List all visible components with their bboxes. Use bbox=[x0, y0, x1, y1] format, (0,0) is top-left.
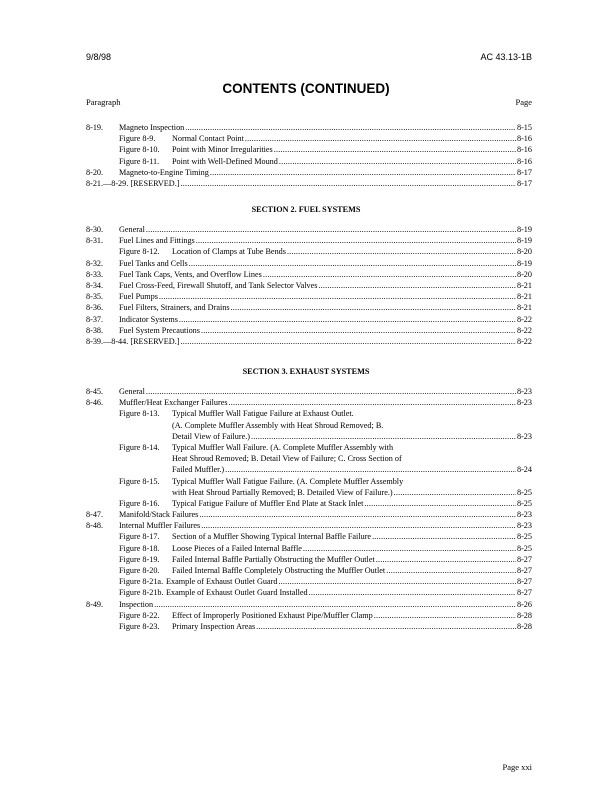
entry-label: Normal Contact Point bbox=[172, 134, 244, 144]
toc-entry-text bbox=[119, 520, 532, 531]
toc-entry-text bbox=[119, 599, 532, 610]
toc-block-fuel-systems bbox=[86, 224, 532, 347]
paragraph-number: 8-46. bbox=[86, 398, 104, 408]
toc-entry bbox=[86, 386, 532, 397]
entry-page: 8-15 bbox=[516, 123, 532, 132]
toc-entry-text bbox=[172, 531, 532, 542]
toc-figure-entry bbox=[86, 543, 532, 554]
dot-leader bbox=[371, 531, 516, 542]
toc-figure-entry bbox=[86, 554, 532, 565]
toc-entry-line bbox=[86, 487, 532, 498]
toc-entry bbox=[86, 280, 532, 291]
entry-label: General bbox=[119, 387, 145, 396]
toc-entry-text bbox=[119, 269, 532, 280]
toc-entry bbox=[86, 520, 532, 531]
toc-entry-text bbox=[119, 325, 532, 336]
entry-page: 8-25 bbox=[516, 498, 532, 508]
dot-leader bbox=[393, 487, 516, 498]
entry-page: 8-17 bbox=[516, 178, 532, 188]
entry-label: Manifold/Stack Failures bbox=[119, 510, 199, 520]
entry-label: Fuel Filters, Strainers, and Drains bbox=[119, 303, 230, 313]
entry-label: Inspection bbox=[119, 599, 154, 609]
toc-entry bbox=[86, 224, 532, 235]
toc-figure-entry bbox=[86, 531, 532, 542]
toc-figure-entry bbox=[86, 565, 532, 576]
paragraph-number: 8-32. bbox=[86, 258, 104, 268]
entry-page: 8-24 bbox=[516, 465, 532, 475]
paragraph-number: 8-49. bbox=[86, 599, 104, 609]
dot-leader bbox=[184, 122, 516, 133]
column-header-page: Page bbox=[515, 97, 532, 107]
toc-entry-text bbox=[172, 554, 532, 565]
entry-label: Fuel Pumps bbox=[119, 292, 158, 302]
entry-page: 8-26 bbox=[516, 599, 532, 609]
toc-entry bbox=[86, 509, 532, 520]
entry-label: Fuel Tank Caps, Vents, and Overflow Lines bbox=[119, 269, 262, 279]
toc-figure-entry bbox=[86, 133, 532, 144]
dot-leader bbox=[286, 246, 516, 257]
toc-entry-text bbox=[172, 156, 532, 167]
toc-entry-text bbox=[172, 246, 532, 257]
entry-page: 8-21 bbox=[516, 292, 532, 302]
dot-leader bbox=[363, 498, 516, 509]
entry-label: Location of Clamps at Tube Bends bbox=[172, 247, 286, 257]
toc-entry-text bbox=[119, 302, 532, 313]
figure-number: Figure 8-22. bbox=[119, 610, 160, 620]
toc-entry-text bbox=[119, 122, 532, 133]
toc-entry bbox=[86, 269, 532, 280]
entry-label: 8-39.—8-44. [RESERVED.] bbox=[86, 336, 180, 346]
entry-label: Typical Muffler Wall Fatigue Failure. (A. Complete Muffler Assembly bbox=[172, 476, 404, 486]
column-header-paragraph: Paragraph bbox=[86, 97, 121, 107]
paragraph-number: 8-37. bbox=[86, 314, 104, 324]
toc-figure-entry bbox=[86, 246, 532, 257]
toc-figure-entry bbox=[86, 144, 532, 155]
entry-page: 8-23 bbox=[516, 510, 532, 520]
dot-leader bbox=[145, 386, 516, 397]
dot-leader bbox=[262, 269, 516, 280]
entry-page: 8-16 bbox=[516, 134, 532, 144]
figure-number: Figure 8-15. bbox=[119, 476, 160, 486]
dot-leader bbox=[278, 156, 516, 167]
paragraph-number: 8-47. bbox=[86, 510, 104, 520]
entry-page: 8-28 bbox=[516, 621, 532, 631]
entry-page: 8-19 bbox=[516, 236, 532, 246]
toc-entry-line bbox=[86, 420, 532, 431]
toc-entry bbox=[86, 336, 532, 347]
dot-leader bbox=[158, 291, 516, 302]
toc-entry-text bbox=[172, 498, 532, 509]
entry-label: 8-21.—8-29. [RESERVED.] bbox=[86, 178, 180, 188]
entry-page: 8-22 bbox=[516, 314, 532, 324]
entry-label: Typical Muffler Wall Fatigue Failure at Exhaust Outlet. bbox=[172, 409, 354, 419]
entry-label: Indicator Systems bbox=[119, 314, 178, 324]
entry-page: 8-27 bbox=[516, 588, 532, 598]
dot-leader bbox=[145, 224, 516, 235]
entry-label: Failed Internal Baffle Completely Obstructing the Muffler Outlet bbox=[172, 566, 386, 575]
toc-entry-text bbox=[119, 509, 532, 520]
dot-leader bbox=[188, 258, 516, 269]
header-doc-id: AC 43.13-1B bbox=[480, 52, 532, 62]
figure-number: Figure 8-11. bbox=[119, 156, 160, 166]
entry-page: 8-19 bbox=[516, 225, 532, 234]
entry-page: 8-23 bbox=[516, 398, 532, 408]
entry-label: Detail View of Failure.) bbox=[172, 431, 251, 441]
entry-label: Section of a Muffler Showing Typical Internal Baffle Failure bbox=[172, 532, 372, 542]
toc-entry-line bbox=[86, 442, 532, 453]
toc-entry-text bbox=[166, 587, 532, 598]
entry-label: (A. Complete Muffler Assembly with Heat Shroud Removed; B. bbox=[172, 420, 384, 430]
entry-label: Heat Shroud Removed; B. Detail View of Failure; C. Cross Section of bbox=[172, 454, 402, 464]
figure-number: Figure 8-12. bbox=[119, 247, 160, 257]
entry-label: Primary Inspection Areas bbox=[172, 621, 256, 631]
figure-number: Figure 8-10. bbox=[119, 145, 160, 155]
toc-entry bbox=[86, 325, 532, 336]
toc-entry-line bbox=[86, 431, 532, 442]
section-heading-exhaust-systems: SECTION 3. EXHAUST SYSTEMS bbox=[242, 367, 370, 376]
entry-page: 8-23 bbox=[516, 431, 532, 441]
paragraph-number: 8-31. bbox=[86, 236, 104, 246]
toc-entry-line bbox=[86, 476, 532, 487]
dot-leader bbox=[250, 431, 516, 442]
toc-entry-text bbox=[119, 386, 532, 397]
page-number: Page xxi bbox=[502, 762, 532, 772]
paragraph-number: 8-48. bbox=[86, 521, 104, 531]
entry-page: 8-25 bbox=[516, 543, 532, 553]
entry-page: 8-21 bbox=[516, 303, 532, 313]
header-date: 9/8/98 bbox=[86, 52, 112, 62]
toc-entry-text bbox=[166, 576, 532, 587]
entry-label: Typical Fatigue Failure of Muffler End Plate at Stack Inlet bbox=[172, 498, 364, 508]
dot-leader bbox=[195, 235, 516, 246]
toc-figure-entry bbox=[86, 156, 532, 167]
toc-figure-entry bbox=[86, 587, 532, 598]
dot-leader bbox=[244, 133, 516, 144]
entry-page: 8-27 bbox=[516, 566, 532, 575]
dot-leader bbox=[230, 302, 516, 313]
entry-label: Typical Muffler Wall Failure. (A. Complete Muffler Assembly with bbox=[172, 442, 394, 452]
entry-page: 8-27 bbox=[516, 554, 532, 564]
toc-entry bbox=[86, 599, 532, 610]
dot-leader bbox=[317, 280, 516, 291]
dot-leader bbox=[277, 576, 516, 587]
paragraph-number: 8-19. bbox=[86, 123, 104, 132]
dot-leader bbox=[153, 599, 516, 610]
entry-label: Internal Muffler Failures bbox=[119, 521, 201, 531]
entry-page: 8-16 bbox=[516, 145, 532, 155]
dot-leader bbox=[224, 464, 516, 475]
figure-number: Figure 8-23. bbox=[119, 621, 160, 631]
toc-entry-line bbox=[86, 464, 532, 475]
toc-entry bbox=[86, 314, 532, 325]
entry-page: 8-25 bbox=[516, 487, 532, 497]
figure-number: Figure 8-14. bbox=[119, 442, 160, 452]
dot-leader bbox=[180, 178, 516, 189]
toc-block-ignition bbox=[86, 122, 532, 189]
entry-label: General bbox=[119, 225, 145, 234]
toc-entry-text bbox=[119, 280, 532, 291]
figure-number: Figure 8-16. bbox=[119, 498, 160, 508]
figure-number: Figure 8-18. bbox=[119, 543, 160, 553]
dot-leader bbox=[178, 314, 516, 325]
dot-leader bbox=[273, 144, 516, 155]
entry-page: 8-23 bbox=[516, 387, 532, 396]
entry-page: 8-20 bbox=[516, 269, 532, 279]
entry-page: 8-21 bbox=[516, 280, 532, 290]
toc-entry-text bbox=[172, 565, 532, 576]
paragraph-number: 8-30. bbox=[86, 225, 104, 234]
dot-leader bbox=[180, 336, 516, 347]
dot-leader bbox=[255, 621, 516, 632]
entry-label: Magneto-to-Engine Timing bbox=[119, 167, 209, 177]
entry-page: 8-19 bbox=[516, 258, 532, 268]
paragraph-number: 8-45. bbox=[86, 387, 104, 396]
entry-page: 8-16 bbox=[516, 156, 532, 166]
entry-label: Fuel Lines and Fittings bbox=[119, 236, 195, 246]
entry-label: Muffler/Heat Exchanger Failures bbox=[119, 398, 228, 408]
entry-page: 8-28 bbox=[516, 610, 532, 620]
entry-label: Magneto Inspection bbox=[119, 123, 185, 132]
toc-entry bbox=[86, 122, 532, 133]
entry-label: Failed Muffler.) bbox=[172, 465, 225, 475]
toc-entry bbox=[86, 397, 532, 408]
entry-label: Fuel System Precautions bbox=[119, 325, 200, 335]
dot-leader bbox=[302, 543, 516, 554]
entry-page: 8-22 bbox=[516, 325, 532, 335]
toc-entry-text bbox=[172, 464, 532, 475]
dot-leader bbox=[385, 565, 516, 576]
entry-label: Fuel Tanks and Cells bbox=[119, 258, 188, 268]
toc-entry-text bbox=[172, 133, 532, 144]
page-title: CONTENTS (CONTINUED) bbox=[222, 81, 390, 96]
toc-entry-text bbox=[119, 258, 532, 269]
toc-figure-entry bbox=[86, 610, 532, 621]
toc-entry bbox=[86, 258, 532, 269]
toc-entry-text bbox=[119, 235, 532, 246]
toc-figure-entry bbox=[86, 621, 532, 632]
dot-leader bbox=[198, 509, 516, 520]
toc-entry-line bbox=[86, 408, 532, 419]
entry-label: Loose Pieces of a Failed Internal Baffle bbox=[172, 543, 302, 553]
paragraph-number: 8-33. bbox=[86, 269, 104, 279]
toc-entry-text bbox=[172, 144, 532, 155]
paragraph-number: 8-38. bbox=[86, 325, 104, 335]
entry-label: Effect of Improperly Positioned Exhaust Pipe/Muffler Clamp bbox=[172, 610, 373, 620]
toc-figure-entry bbox=[86, 498, 532, 509]
toc-entry-text bbox=[119, 167, 532, 178]
toc-entry bbox=[86, 178, 532, 189]
dot-leader bbox=[200, 325, 516, 336]
entry-label: Fuel Cross-Feed, Firewall Shutoff, and Tank Selector Valves bbox=[119, 280, 318, 290]
toc-entry-text bbox=[86, 336, 532, 347]
toc-figure-entry bbox=[86, 576, 532, 587]
toc-entry-text bbox=[172, 431, 532, 442]
toc-entry-text bbox=[119, 224, 532, 235]
figure-number: Figure 8-13. bbox=[119, 409, 160, 419]
entry-page: 8-27 bbox=[516, 577, 532, 587]
entry-page: 8-22 bbox=[516, 336, 532, 346]
toc-entry bbox=[86, 235, 532, 246]
figure-number: Figure 8-17. bbox=[119, 532, 160, 542]
dot-leader bbox=[308, 587, 516, 598]
toc-entry-text bbox=[172, 543, 532, 554]
figure-number: Figure 8-21a. bbox=[119, 577, 164, 587]
dot-leader bbox=[209, 167, 516, 178]
entry-label: Failed Internal Baffle Partially Obstructing the Muffler Outlet bbox=[172, 554, 375, 564]
entry-label: with Heat Shroud Partially Removed; B. Detailed View of Failure.) bbox=[172, 487, 393, 497]
entry-label: Point with Minor Irregularities bbox=[172, 145, 273, 155]
figure-number: Figure 8-21b. bbox=[119, 588, 164, 598]
toc-entry-text bbox=[119, 291, 532, 302]
toc-entry bbox=[86, 302, 532, 313]
dot-leader bbox=[375, 554, 516, 565]
dot-leader bbox=[373, 610, 516, 621]
entry-label: Point with Well-Defined Mound bbox=[172, 156, 278, 166]
entry-label: Example of Exhaust Outlet Guard bbox=[166, 577, 278, 587]
entry-page: 8-25 bbox=[516, 532, 532, 542]
dot-leader bbox=[228, 397, 516, 408]
figure-number: Figure 8-9. bbox=[119, 134, 156, 144]
toc-entry-text bbox=[119, 314, 532, 325]
figure-number: Figure 8-19. bbox=[119, 554, 160, 564]
toc-entry-text bbox=[86, 178, 532, 189]
toc-entry-text bbox=[172, 610, 532, 621]
toc-entry-text bbox=[172, 621, 532, 632]
figure-number: Figure 8-20. bbox=[119, 566, 160, 575]
toc-entry bbox=[86, 167, 532, 178]
paragraph-number: 8-20. bbox=[86, 167, 104, 177]
paragraph-number: 8-36. bbox=[86, 303, 104, 313]
paragraph-number: 8-34. bbox=[86, 280, 104, 290]
toc-entry-text bbox=[172, 487, 532, 498]
toc-entry-text bbox=[119, 397, 532, 408]
entry-page: 8-20 bbox=[516, 247, 532, 257]
dot-leader bbox=[200, 520, 516, 531]
toc-block-exhaust-systems bbox=[86, 386, 532, 632]
section-heading-fuel-systems: SECTION 2. FUEL SYSTEMS bbox=[251, 205, 361, 214]
entry-page: 8-17 bbox=[516, 167, 532, 177]
entry-label: Example of Exhaust Outlet Guard Installed bbox=[166, 588, 308, 598]
toc-entry bbox=[86, 291, 532, 302]
toc-entry-line bbox=[86, 453, 532, 464]
paragraph-number: 8-35. bbox=[86, 292, 104, 302]
entry-page: 8-23 bbox=[516, 521, 532, 531]
